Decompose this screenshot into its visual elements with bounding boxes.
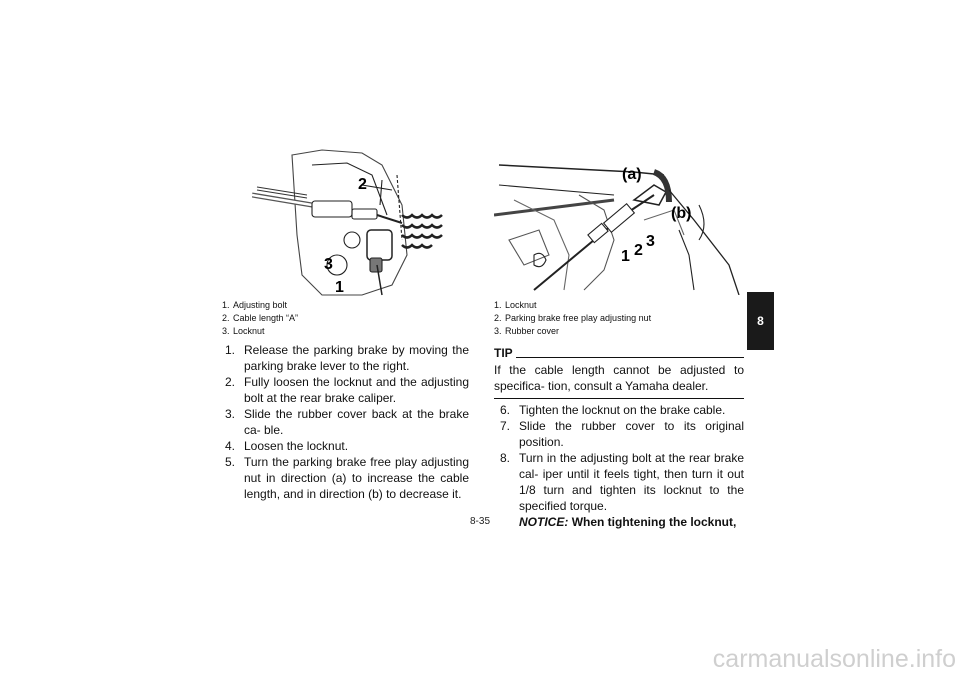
procedure-steps-right <box>500 402 744 530</box>
callout-2: 2 <box>634 242 643 259</box>
notice-text: When tightening the locknut, <box>571 515 737 529</box>
list-item: 1. Release the parking brake by moving the parking brake lever to the right. <box>225 343 469 373</box>
tip-heading <box>494 347 744 359</box>
tip-text: If the cable length cannot be adjusted to specifica- tion, consult a Yamaha dealer. <box>494 363 744 393</box>
list-item: 7. Slide the rubber cover to its original position. <box>500 419 744 449</box>
caliper-illustration <box>252 145 452 300</box>
caption-text: Cable length “A” <box>233 313 299 323</box>
callout-1: 1 <box>621 248 630 265</box>
tip-rule <box>516 357 744 358</box>
tip-end-rule <box>494 398 744 399</box>
right-figure-caption: 1. Locknut 2. Parking brake free play adjusting nut 3. Rubber cover <box>494 300 652 336</box>
watermark: carmanualsonline.info <box>712 645 956 673</box>
list-item: 5. Turn the parking brake free play adjusting nut in direction (a) to increase the cable length, and in direction (b) to decrease it. <box>225 455 469 501</box>
left-figure-caption: 1. Adjusting bolt 2. Cable length “A” 3. Locknut <box>222 300 299 336</box>
caliper-drawing <box>252 145 452 300</box>
caption-text: Parking brake free play adjusting nut <box>505 313 652 323</box>
page-number: 8-35 <box>469 516 490 527</box>
procedure-steps-left <box>225 342 469 502</box>
callout-b: (b) <box>671 205 692 222</box>
callout-3: 3 <box>324 256 333 273</box>
notice-line <box>500 514 744 530</box>
callout-2: 2 <box>358 176 367 193</box>
caption-text: Adjusting bolt <box>233 300 288 310</box>
callout-3: 3 <box>646 233 655 250</box>
callout-1: 1 <box>335 279 344 296</box>
notice-label: NOTICE: <box>519 515 569 529</box>
caption-text: Locknut <box>233 326 265 336</box>
section-tab: 8 <box>747 292 774 350</box>
callout-a: (a) <box>622 166 642 183</box>
tip-label: TIP <box>494 346 513 360</box>
list-item: 6. Tighten the locknut on the brake cable. <box>500 403 726 417</box>
list-item: 2. Fully loosen the locknut and the adjusting bolt at the rear brake caliper. <box>225 375 469 405</box>
cable-adjuster-illustration <box>494 160 744 295</box>
list-item: 8. Turn in the adjusting bolt at the rear brake cal- iper until it feels tight, then turn it out 1/8 turn and tighten its locknut to the specified torque. <box>500 451 744 513</box>
caption-text: Locknut <box>505 300 537 310</box>
caption-text: Rubber cover <box>505 326 560 336</box>
list-item: 3. Slide the rubber cover back at the brake ca- ble. <box>225 407 469 437</box>
cable-drawing <box>494 160 744 295</box>
list-item: 4. Loosen the locknut. <box>225 439 349 453</box>
